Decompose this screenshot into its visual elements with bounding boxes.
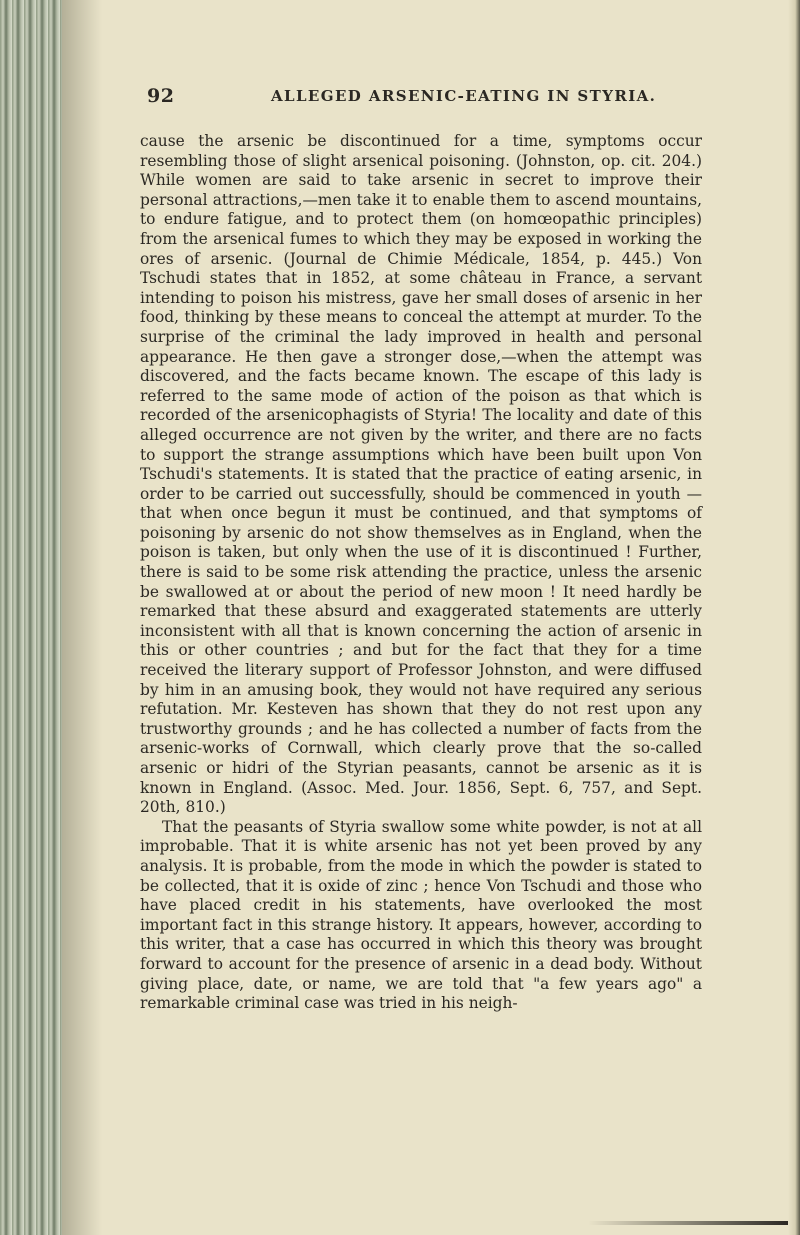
page-header — [147, 85, 687, 109]
book-binding — [0, 0, 62, 1235]
page-edge — [788, 0, 800, 1235]
paragraph: cause the arsenic be discontinued for a time, symptoms occur resembling those of slight arsenical poisoning. (Johnston, op. cit. 204.) While women are said to take arsenic in secret to improve their personal attractions,—men take it to enable them to ascend mountains, to endure fatigue, and to protect them (on homœopathic principles) from the arsenical fumes to which they may be exposed in working the ores of arsenic. (Journal de Chimie Médicale, 1854, p. 445.) Von Tschudi states that in 1852, at some château in France, a servant intending to poison his mistress, gave her small doses of arsenic in her food, thinking by these means to conceal the attempt at murder. To the surprise of the criminal the lady improved in health and personal appearance. He then gave a stronger dose,—when the attempt was discovered, and the facts became known. The escape of this lady is referred to the same mode of action of the poison as that which is recorded of the arsenicophagists of Styria! The locality and date of this alleged occurrence are not given by the writer, and there are no facts to support the strange assumptions which have been built upon Von Tschudi's statements. It is stated that the practice of eating arsenic, in order to be carried out successfully, should be commenced in youth — that when once begun it must be continued, and that symptoms of poisoning by arsenic do not show themselves as in England, when the poison is taken, but only when the use of it is discontinued ! Further, there is said to be some risk attending the practice, unless the arsenic be swallowed at or about the period of new moon ! It need hardly be remarked that these absurd and exaggerated statements are utterly inconsistent with all that is known concerning the action of arsenic in this or other countries ; and but for the fact that they for a time received the literary support of Professor Johnston, and were diffused by him in an amusing book, they would not have required any serious refutation. Mr. Kesteven has shown that they do not rest upon any trustworthy grounds ; and he has collected a number of facts from the arsenic-works of Cornwall, which clearly prove that the so-called arsenic or hidri of the Styrian peasants, cannot be arsenic as it is known in England. (Assoc. Med. Jour. 1856, Sept. 6, 757, and Sept. 20th, 810.) — [140, 132, 702, 817]
running-head: ALLEGED ARSENIC-EATING IN STYRIA. — [271, 87, 657, 105]
gutter-shadow — [62, 0, 102, 1235]
page-edge-shadow — [588, 1221, 788, 1225]
body-text — [140, 132, 702, 1014]
page-number: 92 — [147, 85, 175, 107]
paragraph: That the peasants of Styria swallow some white powder, is not at all improbable. That it is white arsenic has not yet been proved by any analysis. It is probable, from the mode in which the powder is stated to be collected, that it is oxide of zinc ; hence Von Tschudi and those who have placed credit in his statements, have overlooked the most important fact in this strange history. It appears, however, according to this writer, that a case has occurred in which this theory was brought forward to account for the presence of arsenic in a dead body. Without giving place, date, or name, we are told that "a few years ago" a remarkable criminal case was tried in his neigh- — [140, 817, 702, 1013]
